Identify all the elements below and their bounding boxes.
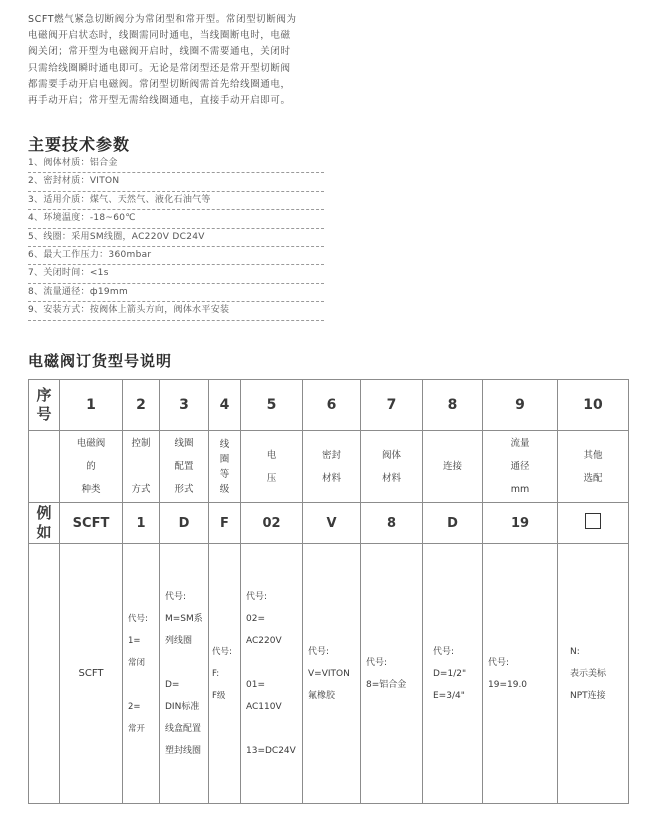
col-description: 密封 材料: [303, 431, 361, 503]
col-description: 其他 选配: [558, 431, 629, 503]
example-value: D: [423, 503, 483, 544]
example-value: F: [209, 503, 241, 544]
param-item: 6、最大工作压力：360mbar: [28, 247, 324, 265]
code-text: 代号: M=SM系 列线圈: [165, 591, 203, 646]
col-description: 线 圈 等 级: [209, 431, 241, 503]
params-title: 主要技术参数: [28, 135, 131, 154]
col-number: 10: [558, 380, 629, 431]
code-row: [29, 544, 629, 804]
empty-cell: [29, 431, 60, 503]
param-item: 5、线圈：采用SM线圈，AC220V DC24V: [28, 229, 324, 247]
param-item: 4、环境温度：-18~60℃: [28, 210, 324, 228]
code-coil-class: 代号: F: F级: [209, 544, 241, 804]
code-text: D= DIN标准 线盒配置 塑封线圈: [165, 679, 202, 756]
empty-cell: [29, 544, 60, 804]
code-body: 代号: 8=铝合金: [361, 544, 423, 804]
col-number: 4: [209, 380, 241, 431]
code-type: SCFT: [60, 544, 123, 804]
example-value: 8: [361, 503, 423, 544]
col-description: 线圈 配置 形式: [160, 431, 209, 503]
example-value: SCFT: [60, 503, 123, 544]
param-item: 3、适用介质：煤气、天然气、液化石油气等: [28, 192, 324, 210]
order-title: 电磁阀订货型号说明: [28, 352, 173, 370]
col-number: 3: [160, 380, 209, 431]
code-text: 2= 常开: [128, 701, 146, 734]
col-number: 9: [483, 380, 558, 431]
example-row: [29, 503, 629, 544]
col-number: 2: [123, 380, 160, 431]
intro-line: SCFT燃气紧急切断阀分为常闭型和常开型。常闭型切断阀为: [28, 14, 297, 25]
intro-line: 阀关闭；常开型为电磁阀开启时，线圈不需要通电，关闭时: [28, 46, 291, 58]
col-number: 5: [241, 380, 303, 431]
code-coil-config: [160, 544, 209, 804]
col-number: 7: [361, 380, 423, 431]
param-item: 7、关闭时间：<1s: [28, 265, 324, 283]
col-description: 控制 方式: [123, 431, 160, 503]
param-item: 8、流量通径：ф19mm: [28, 284, 324, 302]
col-description: 阀体 材料: [361, 431, 423, 503]
params-list: [28, 155, 324, 321]
intro-line: 再手动开启；常开型无需给线圈通电，直接手动开启即可。: [28, 95, 291, 107]
intro-line: 只需给线圈瞬时通电即可。无论是常闭型还是常开型切断阀: [28, 62, 291, 74]
col-description: 电 压: [241, 431, 303, 503]
col-description: 连接: [423, 431, 483, 503]
description-row: [29, 431, 629, 503]
example-value: [558, 503, 629, 544]
example-value: 02: [241, 503, 303, 544]
col-description: 流量 通径 mm: [483, 431, 558, 503]
col-number: 6: [303, 380, 361, 431]
example-value: 19: [483, 503, 558, 544]
col-description: 电磁阀 的 种类: [60, 431, 123, 503]
param-item: 9、安装方式：按阀体上箭头方向，阀体水平安装: [28, 302, 324, 320]
intro-line: 电磁阀开启状态时，线圈需同时通电，当线圈断电时，电磁: [28, 30, 291, 42]
code-text: 13=DC24V: [246, 745, 296, 756]
number-row: [29, 380, 629, 431]
example-value: D: [160, 503, 209, 544]
intro-line: 都需要手动开启电磁阀。常闭型切断阀需首先给线圈通电，: [28, 78, 291, 90]
code-seal: 代号: V=VITON 氟橡胶: [303, 544, 361, 804]
param-item: 2、密封材质：VITON: [28, 173, 324, 191]
code-other: N: 表示美标 NPT连接: [558, 544, 629, 804]
col-number: 1: [60, 380, 123, 431]
code-flow: 代号: 19=19.0: [483, 544, 558, 804]
seq-header: 序 号: [29, 380, 60, 431]
code-control: [123, 544, 160, 804]
col-number: 8: [423, 380, 483, 431]
intro-paragraph: [28, 12, 338, 109]
code-text: 代号: 02= AC220V: [246, 591, 282, 646]
code-text: 01= AC110V: [246, 679, 282, 712]
param-item: 1、阀体材质：铝合金: [28, 155, 324, 173]
example-header: 例 如: [29, 503, 60, 544]
code-voltage: [241, 544, 303, 804]
checkbox-square-icon: [585, 513, 601, 529]
example-value: 1: [123, 503, 160, 544]
example-value: V: [303, 503, 361, 544]
code-connection: 代号: D=1/2" E=3/4": [423, 544, 483, 804]
code-text: 代号: 1= 常闭: [128, 613, 148, 668]
order-code-table: [28, 379, 629, 804]
